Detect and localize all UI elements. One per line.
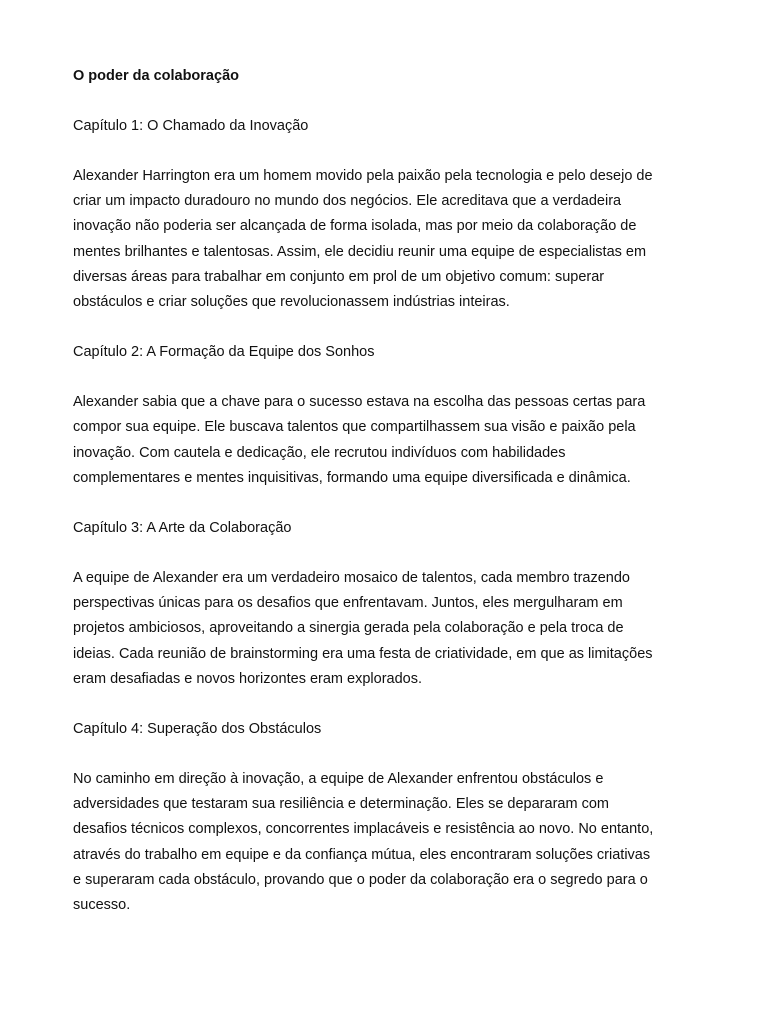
paragraph-line: mentes brilhantes e talentosas. Assim, ele decidiu reunir uma equipe de especialistas em — [73, 243, 647, 260]
paragraph-line: inovação não poderia ser alcançada de forma isolada, mas por meio da colaboração de — [73, 218, 637, 235]
paragraph-line: compor sua equipe. Ele buscava talentos que compartilhassem sua visão e paixão pela — [73, 419, 636, 436]
chapter-paragraph — [73, 767, 698, 918]
chapter-heading: Capítulo 4: Superação dos Obstáculos — [73, 721, 322, 738]
paragraph-line: inovação. Com cautela e dedicação, ele recrutou indivíduos com habilidades — [73, 444, 566, 461]
paragraph-line: desafios técnicos complexos, concorrentes implacáveis e resistência ao novo. No entanto, — [73, 821, 654, 838]
paragraph-line: complementares e mentes inquisitivas, formando uma equipe diversificada e dinâmica. — [73, 469, 631, 486]
paragraph-line: projetos ambiciosos, aproveitando a sinergia gerada pela colaboração e pela troca de — [73, 620, 624, 637]
chapter-3 — [73, 516, 708, 692]
paragraph-line: ideias. Cada reunião de brainstorming era uma festa de criatividade, em que as limitações — [73, 645, 653, 662]
paragraph-line: adversidades que testaram sua resiliência e determinação. Eles se depararam com — [73, 796, 609, 813]
chapter-4 — [73, 717, 708, 918]
paragraph-line: diversas áreas para trabalhar em conjunto em prol de um objetivo comum: superar — [73, 268, 605, 285]
paragraph-line: eram desafiadas e novos horizontes eram explorados. — [73, 670, 422, 687]
chapter-heading: Capítulo 2: A Formação da Equipe dos Sonhos — [73, 344, 375, 361]
chapter-heading: Capítulo 1: O Chamado da Inovação — [73, 118, 309, 134]
paragraph-line: Alexander sabia que a chave para o sucesso estava na escolha das pessoas certas para — [73, 394, 646, 411]
paragraph-line: perspectivas únicas para os desafios que enfrentavam. Juntos, eles mergulharam em — [73, 595, 623, 612]
paragraph-line: e superaram cada obstáculo, provando que o poder da colaboração era o segredo para o — [73, 871, 648, 888]
chapter-paragraph — [73, 390, 698, 491]
chapter-heading: Capítulo 3: A Arte da Colaboração — [73, 520, 292, 537]
chapter-1 — [73, 114, 708, 315]
chapter-2 — [73, 340, 708, 491]
chapter-paragraph — [73, 566, 698, 692]
document-title: O poder da colaboração — [73, 68, 239, 84]
paragraph-line: sucesso. — [73, 897, 131, 914]
paragraph-line: No caminho em direção à inovação, a equipe de Alexander enfrentou obstáculos e — [73, 771, 604, 788]
paragraph-line: através do trabalho em equipe e da confiança mútua, eles encontraram soluções criativas — [73, 846, 651, 863]
paragraph-line: criar um impacto duradouro no mundo dos negócios. Ele acreditava que a verdadeira — [73, 193, 622, 210]
paragraph-line: obstáculos e criar soluções que revolucionassem indústrias inteiras. — [73, 294, 510, 311]
paragraph-line: Alexander Harrington era um homem movido pela paixão pela tecnologia e pelo desejo de — [73, 168, 653, 184]
paragraph-line: A equipe de Alexander era um verdadeiro mosaico de talentos, cada membro trazendo — [73, 570, 630, 587]
chapter-paragraph — [73, 164, 698, 315]
